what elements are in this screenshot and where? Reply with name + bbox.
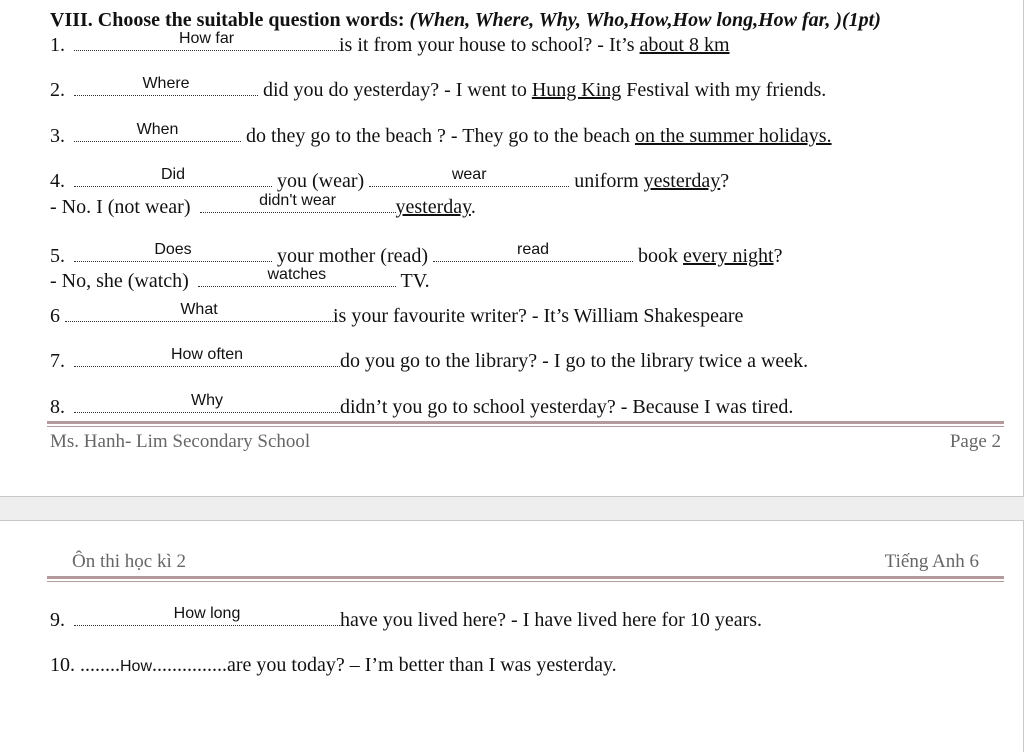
question-text: do they go to the beach ? - They go to the beach — [241, 125, 635, 147]
question-text: did you do yesterday? - I went to — [258, 79, 532, 101]
question-text: are you today? – I’m better than I was yesterday. — [227, 654, 617, 676]
answer-blank-5c[interactable] — [198, 268, 396, 287]
question-number: 1. — [50, 34, 70, 56]
footer-page-number: Page 2 — [949, 431, 1001, 452]
question-4-reply — [50, 194, 476, 219]
question-text: uniform — [569, 170, 644, 192]
question-number: 4. — [50, 170, 70, 192]
answer-blank-4a[interactable] — [74, 168, 272, 187]
page-2 — [0, 520, 1024, 752]
question-8 — [50, 394, 793, 419]
question-text: ? — [773, 245, 783, 267]
question-text: do you go to the library? - I go to the library twice a week. — [340, 350, 809, 372]
answer-blank-5b[interactable] — [433, 243, 633, 262]
underlined-phrase: on the summer holidays. — [634, 125, 832, 147]
header-rule-thin — [47, 581, 1004, 582]
reply-text: - No, she (watch) — [50, 270, 194, 292]
underlined-phrase: Hung King — [531, 79, 622, 101]
underlined-phrase: yesterday — [395, 196, 471, 218]
question-text: you (wear) — [272, 170, 370, 192]
answer-text: How far — [178, 30, 235, 47]
footer-rule-thin — [47, 426, 1004, 427]
question-text: book — [633, 245, 684, 267]
answer-blank-4b[interactable] — [369, 168, 569, 187]
heading-label: VIII. Choose the suitable question words: — [50, 9, 410, 31]
question-text: is it from your house to school? - It’s — [339, 34, 640, 56]
question-6 — [50, 303, 743, 328]
question-7 — [50, 348, 808, 373]
reply-text: TV. — [395, 270, 430, 292]
answer-blank-8[interactable] — [74, 394, 340, 413]
answer-text[interactable]: How — [120, 658, 153, 675]
answer-blank-5a[interactable] — [74, 243, 272, 262]
question-5 — [50, 243, 782, 268]
answer-blank-3[interactable] — [74, 123, 241, 142]
reply-text: . — [470, 196, 476, 218]
underlined-phrase: every night — [683, 245, 774, 267]
question-text: is your favourite writer? - It’s William Shakespeare — [333, 305, 744, 327]
question-1 — [50, 32, 730, 57]
answer-text: When — [136, 121, 179, 138]
answer-text: What — [180, 301, 218, 318]
question-number: 3. — [50, 125, 70, 147]
answer-text: didn't wear — [259, 192, 336, 209]
question-text: your mother (read) — [272, 245, 434, 267]
answer-text: How often — [170, 346, 244, 363]
underlined-phrase: about 8 km — [639, 34, 730, 56]
question-text: Festival with my friends. — [621, 79, 827, 101]
question-number: 8. — [50, 396, 70, 418]
answer-text: How long — [173, 605, 241, 622]
answer-text: read — [517, 241, 550, 258]
answer-text: Does — [154, 241, 192, 258]
dotted-blank: ............... — [152, 654, 228, 676]
question-number: 7. — [50, 350, 70, 372]
question-number: 5. — [50, 245, 70, 267]
answer-text: Did — [160, 166, 185, 183]
question-text: have you lived here? - I have lived here for 10 years. — [340, 609, 763, 631]
footer-rule — [47, 421, 1004, 424]
answer-text: Where — [142, 75, 190, 92]
question-number: 9. — [50, 609, 70, 631]
footer-school: Ms. Hanh- Lim Secondary School — [50, 431, 311, 452]
heading-options: (When, Where, Why, Who,How,How long,How far, )(1pt) — [409, 9, 881, 31]
question-10 — [50, 653, 617, 679]
header-subject-left: Ôn thi học kì 2 — [72, 551, 186, 572]
answer-text: watches — [267, 266, 327, 283]
dotted-blank: ........ — [80, 654, 120, 676]
question-text: ? — [720, 170, 730, 192]
question-9 — [50, 607, 762, 632]
header-subject-right: Tiếng Anh 6 — [884, 551, 979, 572]
header-rule — [47, 576, 1004, 579]
answer-text: wear — [451, 166, 487, 183]
answer-blank-1[interactable] — [74, 32, 339, 51]
reply-text: - No. I (not wear) — [50, 196, 196, 218]
underlined-phrase: yesterday — [643, 170, 721, 192]
question-number: 6 — [50, 305, 65, 327]
answer-text: Why — [191, 392, 223, 409]
answer-blank-9[interactable] — [74, 607, 340, 626]
answer-blank-7[interactable] — [74, 348, 340, 367]
answer-blank-4c[interactable] — [200, 194, 396, 213]
question-3 — [50, 123, 832, 148]
question-number: 2. — [50, 79, 70, 101]
answer-blank-6[interactable] — [65, 303, 333, 322]
question-2 — [50, 77, 826, 102]
question-text: didn’t you go to school yesterday? - Because I was tired. — [340, 396, 794, 418]
question-number: 10. — [50, 654, 80, 676]
answer-blank-2[interactable] — [74, 77, 258, 96]
question-5-reply — [50, 268, 430, 293]
